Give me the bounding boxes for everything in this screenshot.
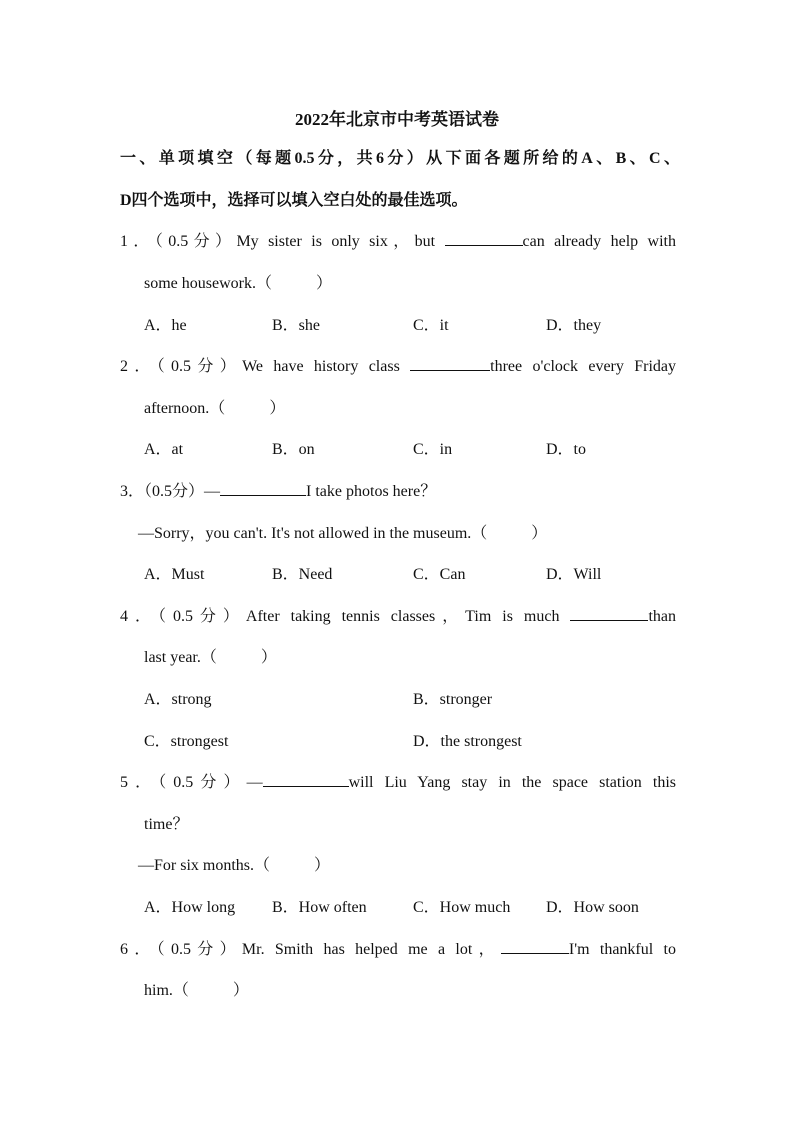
option-a[interactable]: A．Must [144,566,205,583]
answer-blank[interactable] [570,604,648,621]
question-4-line1 [120,604,676,630]
question-text: him.（ [144,982,189,999]
section-heading-line1: 一、单项填空（每题0.5分，共6分）从下面各题所给的A、B、C、 [120,150,680,167]
close-paren: ） [314,857,331,874]
option-c[interactable]: C．it [413,317,449,334]
answer-blank[interactable] [410,354,490,371]
question-text: —For six months.（ [138,857,271,874]
question-text: — [204,483,221,500]
question-text: We have history class [242,358,411,375]
question-text: can already help with [522,233,676,250]
answer-blank[interactable] [445,229,523,246]
option-c[interactable]: C．Can [413,566,466,583]
option-d[interactable]: D．they [546,317,602,334]
answer-blank[interactable] [501,937,569,954]
question-text: last year.（ [144,649,217,666]
question-5-line2: time？ [144,816,189,833]
question-score: （0.5分） [156,358,243,375]
option-a[interactable]: A．How long [144,899,236,916]
close-paren: ） [269,400,286,417]
question-score: （0.5分） [144,483,205,500]
option-b[interactable]: B．stronger [413,691,493,708]
option-a[interactable]: A．he [144,317,187,334]
question-text: afternoon.（ [144,400,226,417]
option-d[interactable]: D．to [546,441,587,458]
option-b[interactable]: B．on [272,441,315,458]
question-score: （0.5分） [156,941,242,958]
question-text: will Liu Yang stay in the space station this [348,774,676,791]
question-5-line3 [138,853,694,879]
question-1-line1 [120,229,676,255]
close-paren: ） [316,275,333,292]
question-text: Mr. Smith has helped me a lot， [241,941,501,958]
close-paren: ） [531,525,548,542]
question-1-line2 [144,271,676,297]
option-a[interactable]: A．strong [144,691,212,708]
question-number: 1． [120,233,155,250]
question-score: （0.5分） [154,233,237,250]
question-text: some housework.（ [144,275,272,292]
question-5-line1 [120,770,676,796]
page-title: 2022年北京市中考英语试卷 [295,110,499,129]
question-text: — [246,774,263,791]
section-heading-line2: D四个选项中，选择可以填入空白处的最佳选项。 [120,192,468,209]
option-a[interactable]: A．at [144,441,184,458]
option-d[interactable]: D．How soon [546,899,639,916]
option-c[interactable]: C．strongest [144,733,229,750]
option-c[interactable]: C．How much [413,899,511,916]
question-score: （0.5分） [157,608,246,625]
question-3-line1 [120,479,676,505]
question-text: —Sorry，you can't. It's not allowed in the museum.（ [138,525,488,542]
question-2-line2 [144,396,676,422]
question-text: I take photos here？ [306,483,437,500]
question-number: 3． [120,483,145,500]
question-score: （0.5分） [158,774,247,791]
answer-blank[interactable] [220,479,306,496]
question-number: 4． [120,608,158,625]
question-3-line2 [138,521,694,547]
option-d[interactable]: D．Will [546,566,602,583]
question-text: than [648,608,676,625]
option-b[interactable]: B．Need [272,566,333,583]
question-text: After taking tennis classes，Tim is much [245,608,571,625]
question-4-line2 [144,645,676,671]
question-6-line1 [120,937,676,963]
question-6-line2 [144,978,676,1004]
option-d[interactable]: D．the strongest [413,733,522,750]
question-text: I'm thankful to [568,941,676,958]
answer-blank[interactable] [263,770,349,787]
question-number: 2． [120,358,157,375]
question-2-line1 [120,354,676,380]
option-c[interactable]: C．in [413,441,453,458]
close-paren: ） [260,649,277,666]
question-text: My sister is only six，but [236,233,445,250]
question-number: 6． [120,941,157,958]
section-heading [120,138,680,222]
option-b[interactable]: B．How often [272,899,367,916]
close-paren: ） [232,982,249,999]
question-number: 5． [120,774,159,791]
option-b[interactable]: B．she [272,317,321,334]
question-text: three o'clock every Friday [490,358,677,375]
